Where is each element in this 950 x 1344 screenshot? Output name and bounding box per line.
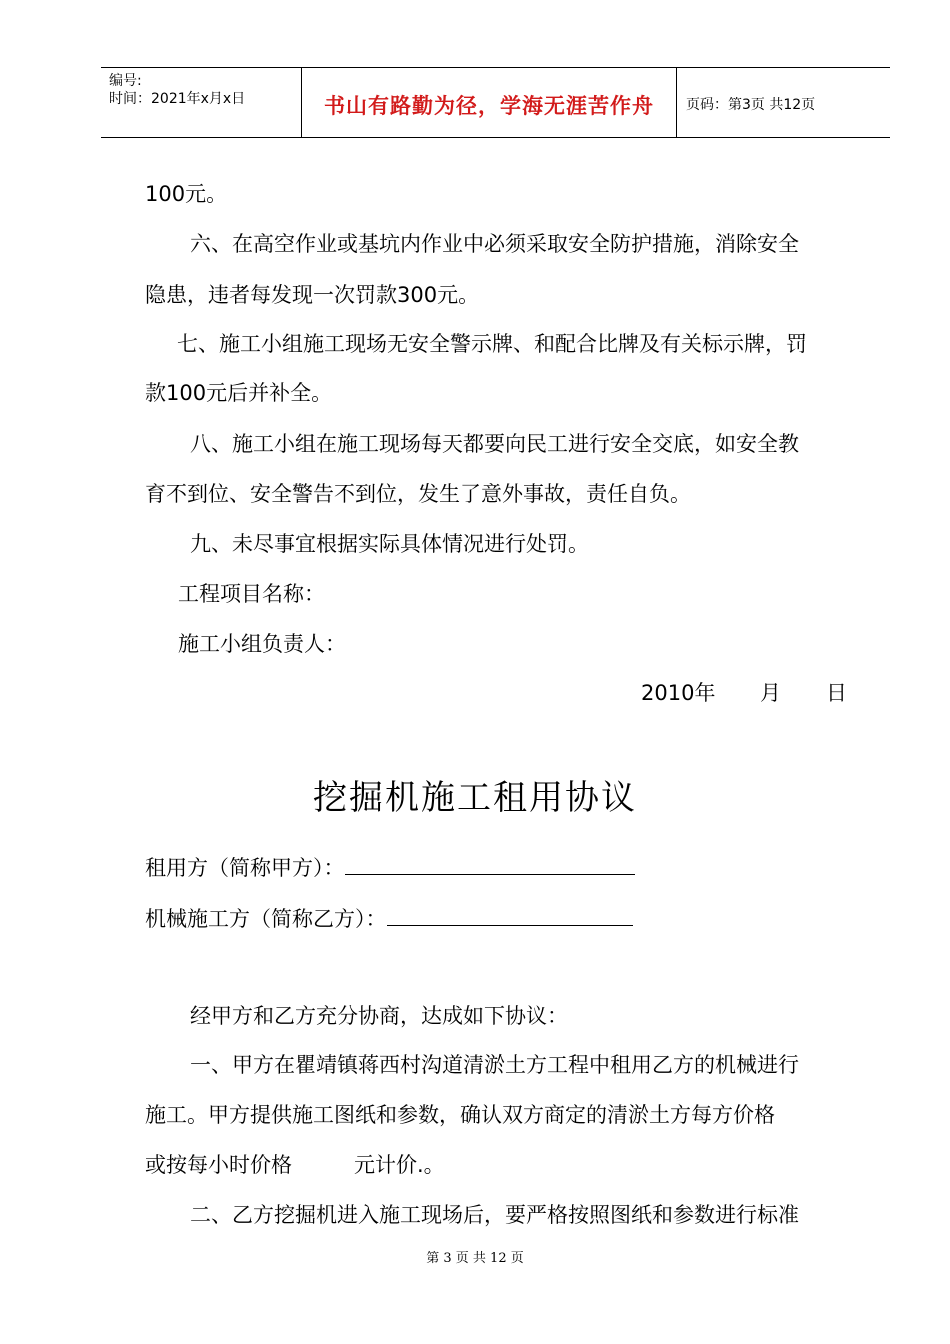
agreement-title: 挖掘机施工租用协议 [313, 778, 637, 818]
header-motto-cell [301, 68, 677, 137]
project-name-label: 工程项目名称： [178, 582, 325, 606]
party-b-row [145, 903, 633, 933]
time-label: 时间：2021年x月x日 [109, 91, 246, 107]
clause-seven: 七、施工小组施工现场无安全警示牌、和配合比牌及有关标示牌，罚 [177, 332, 807, 356]
party-a-label: 租用方（简称甲方）： [145, 856, 345, 880]
date-year: 2010年 [641, 681, 716, 705]
party-a-blank [345, 852, 635, 875]
date-day: 日 [826, 681, 847, 705]
party-a-row [145, 852, 635, 882]
agreement-clause-one-cont: 施工。甲方提供施工图纸和参数，确认双方商定的清淤土方每方价格 [145, 1103, 775, 1127]
agreement-clause-one: 一、甲方在瞿靖镇蒋西村沟道清淤土方工程中租用乙方的机械进行 [190, 1053, 799, 1077]
clause-nine: 九、未尽事宜根据实际具体情况进行处罚。 [190, 532, 589, 556]
hourly-price-unit: 元计价.。 [354, 1153, 445, 1177]
agreement-clause-two: 二、乙方挖掘机进入施工现场后，要严格按照图纸和参数进行标准 [190, 1203, 799, 1227]
clause-six-cont: 隐患，违者每发现一次罚款300元。 [145, 283, 480, 307]
page-header [101, 67, 890, 138]
serial-label: 编号: [109, 73, 142, 89]
agreement-intro: 经甲方和乙方充分协商，达成如下协议： [190, 1004, 568, 1028]
hourly-price-label: 或按每小时价格 [145, 1153, 292, 1177]
clause-eight: 八、施工小组在施工现场每天都要向民工进行安全交底，如安全教 [190, 432, 799, 456]
agreement-clause-one-price [145, 1151, 445, 1179]
header-motto: 书山有路勤为径，学海无涯苦作舟 [324, 94, 654, 118]
clause-eight-cont: 育不到位、安全警告不到位，发生了意外事故，责任自负。 [145, 482, 691, 506]
party-b-label: 机械施工方（简称乙方）： [145, 907, 387, 931]
header-page-info: 页码：第3页 共12页 [686, 97, 816, 113]
clause-six: 六、在高空作业或基坑内作业中必须采取安全防护措施，消除安全 [190, 232, 799, 256]
party-b-blank [387, 903, 633, 926]
date-month: 月 [760, 681, 781, 705]
header-meta-cell [101, 68, 301, 137]
page-footer: 第 3 页 共 12 页 [426, 1251, 524, 1266]
team-leader-label: 施工小组负责人： [178, 632, 346, 656]
body-line-1: 100元。 [145, 182, 228, 206]
clause-seven-cont: 款100元后并补全。 [145, 381, 333, 405]
header-page-cell [676, 68, 890, 137]
